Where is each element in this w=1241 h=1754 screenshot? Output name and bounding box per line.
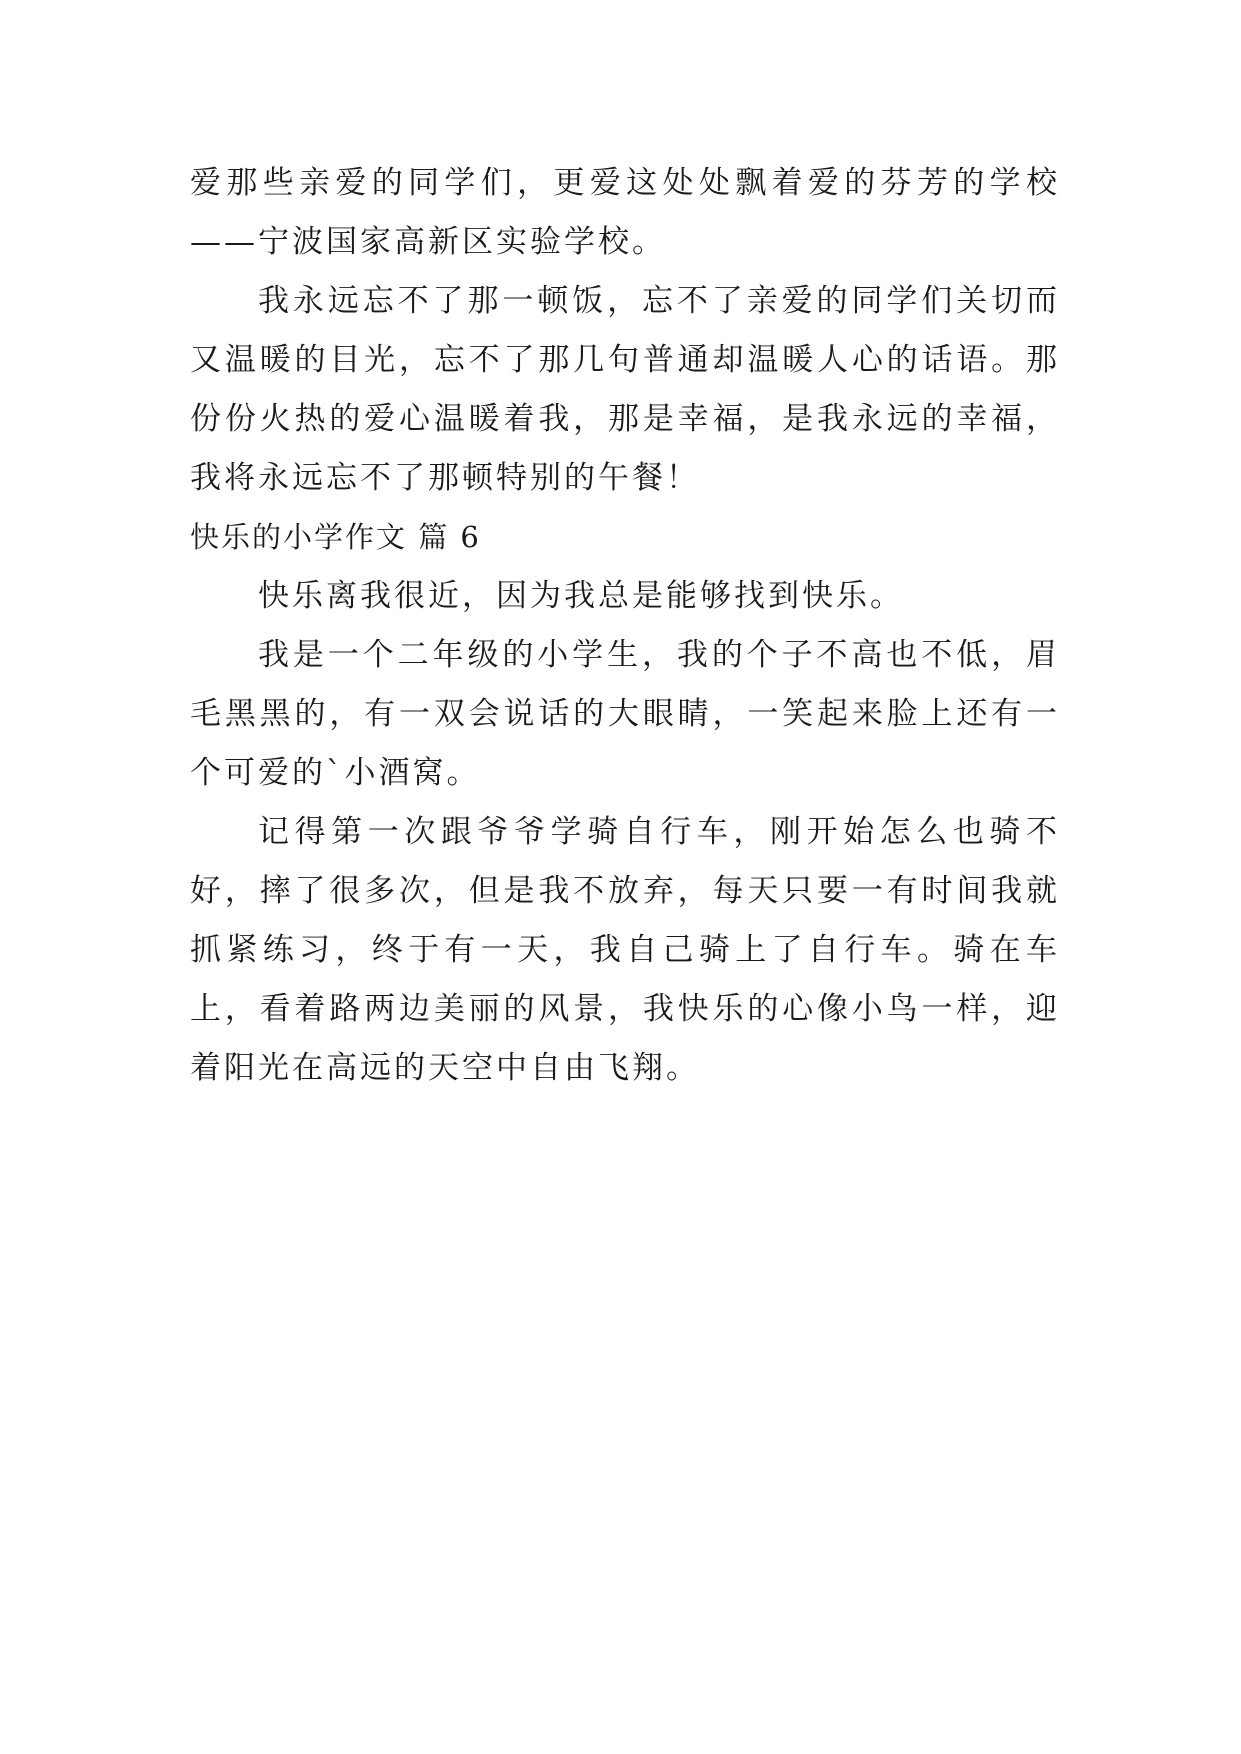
section-title: 快乐的小学作文 篇 6 (190, 520, 481, 554)
paragraph-self-description: 我是一个二年级的小学生，我的个子不高也不低，眉毛黑黑的，有一双会说话的大眼睛，一笑起来脸上还有一个可爱的`小酒窝。 (190, 637, 1060, 791)
paragraph-bicycle-story: 记得第一次跟爷爷学骑自行车，刚开始怎么也骑不好，摔了很多次，但是我不放弃，每天只要一有时间我就抓紧练习，终于有一天，我自己骑上了自行车。骑在车上，看着路两边美丽的风景，我快乐的心像小鸟一样，迎着阳光在高远的天空中自由飞翔。 (190, 814, 1060, 1086)
paragraph-continuation: 爱那些亲爱的同学们，更爱这处处飘着爱的芬芳的学校——宁波国家高新区实验学校。 (190, 165, 1060, 260)
paragraph-intro: 快乐离我很近，因为我总是能够找到快乐。 (258, 578, 904, 614)
document-body (190, 154, 1060, 1098)
paragraph-conclusion: 我永远忘不了那一顿饭，忘不了亲爱的同学们关切而又温暖的目光，忘不了那几句普通却温暖人心的话语。那份份火热的爱心温暖着我，那是幸福，是我永远的幸福，我将永远忘不了那顿特别的午餐！ (190, 283, 1060, 496)
